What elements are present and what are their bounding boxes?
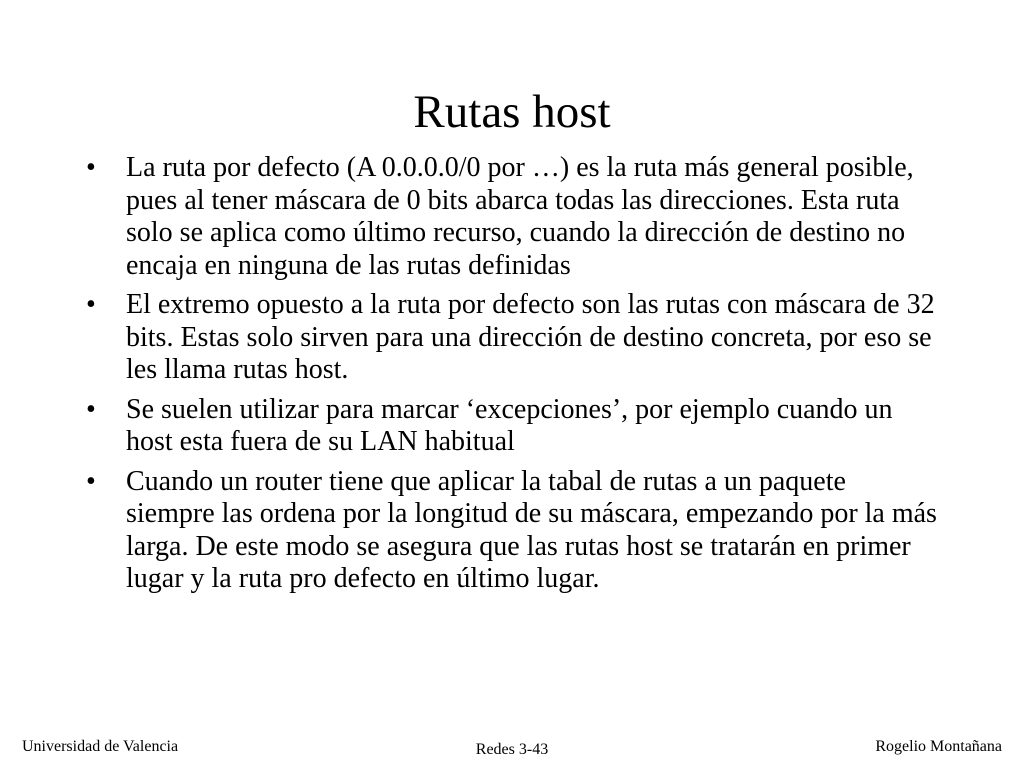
bullet-item <box>80 394 940 459</box>
bullet-icon: • <box>86 152 96 183</box>
bullet-text: Cuando un router tiene que aplicar la tabal de rutas a un paquete siempre las ordena por la longitud de su máscara, empezando por la más larga. De este modo se asegura que las rutas host se tratarán en primer lugar y la ruta pro defecto en último lugar. <box>126 465 937 594</box>
bullet-text: La ruta por defecto (A 0.0.0.0/0 por …) es la ruta más general posible, pues al tener máscara de 0 bits abarca todas las direcciones. Esta ruta solo se aplica como último recurso, cuando la dirección de destino no encaja en ninguna de las rutas definidas <box>126 152 914 281</box>
bullet-icon: • <box>86 289 96 320</box>
bullet-list <box>80 152 940 603</box>
bullet-item <box>80 152 940 282</box>
footer-author: Rogelio Montañana <box>875 738 1002 755</box>
bullet-icon: • <box>86 393 96 425</box>
footer-institution: Universidad de Valencia <box>22 738 179 755</box>
bullet-text: Se suelen utilizar para marcar ‘excepciones’, por ejemplo cuando un host esta fuera de su LAN habitual <box>126 393 893 457</box>
bullet-text: El extremo opuesto a la ruta por defecto son las rutas con máscara de 32 bits. Estas solo sirven para una dirección de destino concreta, por eso se les llama rutas host. <box>126 289 935 385</box>
bullet-icon: • <box>86 465 96 497</box>
bullet-item <box>80 289 940 387</box>
slide-title: Rutas host <box>413 86 611 138</box>
bullet-item <box>80 466 940 596</box>
footer-slide-number: Redes 3-43 <box>475 741 549 758</box>
